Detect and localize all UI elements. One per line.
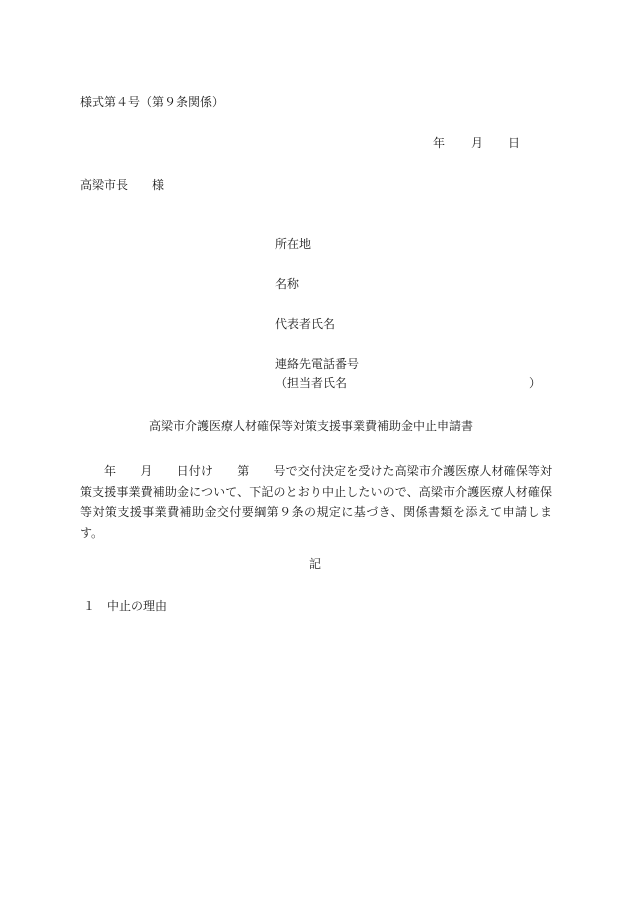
date-line	[0, 137, 630, 151]
name-label: 名称	[275, 277, 300, 291]
contact-person-open: （担当者氏名	[275, 376, 348, 390]
date-year: 年	[433, 136, 446, 150]
date-day: 日	[508, 136, 521, 150]
addressee-honorific: 様	[152, 178, 165, 192]
form-number: 様式第４号（第９条関係）	[80, 95, 225, 109]
addressee	[80, 179, 164, 191]
contact-person-line	[275, 377, 540, 391]
representative-label: 代表者氏名	[275, 317, 336, 331]
phone-label: 連絡先電話番号	[275, 357, 360, 371]
body-paragraph: 年 月 日付け 第 号で交付決定を受けた高梁市介護医療人材確保等対策支援事業費補助金について、下記のとおり中止したいので、高梁市介護医療人材確保等対策支援事業費補助金交付要綱第９条の規定に基づき、関係書類を添えて申請します。	[80, 464, 552, 540]
ki-heading: 記	[309, 557, 322, 571]
date-month: 月	[471, 136, 484, 150]
contact-person-close: ）	[529, 376, 542, 390]
address-label: 所在地	[275, 237, 312, 251]
document-title: 高梁市介護医療人材確保等対策支援事業費補助金中止申請書	[149, 419, 474, 433]
item-number: １	[83, 599, 96, 613]
item-stop-reason	[83, 600, 167, 612]
addressee-name: 高梁市長	[80, 178, 129, 192]
item-label: 中止の理由	[107, 599, 168, 613]
